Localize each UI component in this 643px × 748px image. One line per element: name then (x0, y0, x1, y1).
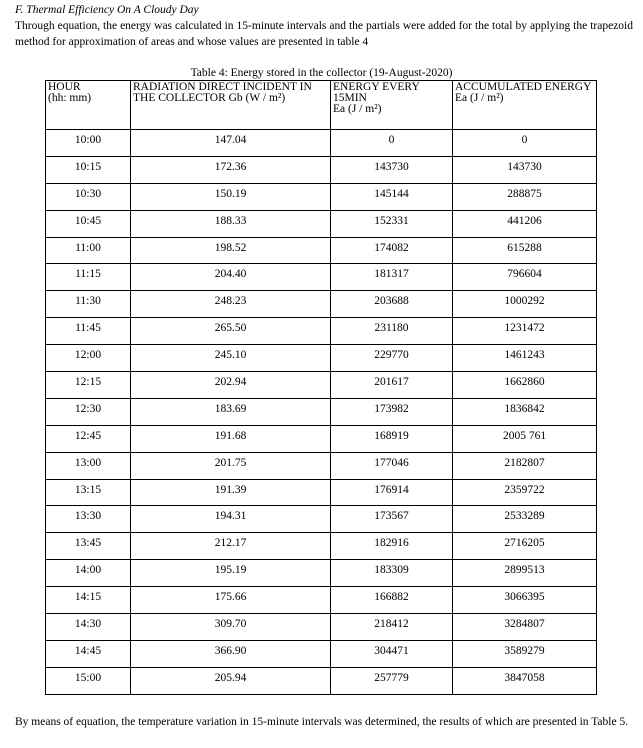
hour-cell: 12:45 (46, 425, 131, 452)
radiation-cell: 201.75 (131, 452, 331, 479)
hour-cell: 13:15 (46, 479, 131, 506)
accumulated-cell: 3589279 (453, 640, 597, 667)
radiation-cell: 366.90 (131, 640, 331, 667)
table-row (46, 533, 597, 560)
radiation-cell: 172.36 (131, 156, 331, 183)
accumulated-cell: 2182807 (453, 452, 597, 479)
hour-cell: 15:00 (46, 667, 131, 694)
table-row (46, 398, 597, 425)
energy-cell: 218412 (331, 614, 453, 641)
accumulated-cell: 3847058 (453, 667, 597, 694)
accumulated-cell: 1461243 (453, 345, 597, 372)
table-row (46, 264, 597, 291)
energy-cell: 257779 (331, 667, 453, 694)
hour-cell: 12:15 (46, 372, 131, 399)
energy-cell: 177046 (331, 452, 453, 479)
radiation-cell: 175.66 (131, 587, 331, 614)
hour-cell: 12:30 (46, 398, 131, 425)
energy-cell: 182916 (331, 533, 453, 560)
energy-cell: 168919 (331, 425, 453, 452)
radiation-cell: 198.52 (131, 237, 331, 264)
accumulated-cell: 1000292 (453, 291, 597, 318)
table-row (46, 425, 597, 452)
table-row (46, 291, 597, 318)
accumulated-cell: 288875 (453, 183, 597, 210)
header-accumulated-energy: ACCUMULATED ENERGY Ea (J / m²) (453, 81, 597, 130)
hour-cell: 13:30 (46, 506, 131, 533)
accumulated-cell: 3066395 (453, 587, 597, 614)
hour-cell: 14:15 (46, 587, 131, 614)
table-header-row (46, 81, 597, 130)
hour-cell: 11:00 (46, 237, 131, 264)
accumulated-cell: 143730 (453, 156, 597, 183)
energy-cell: 231180 (331, 318, 453, 345)
table-row (46, 156, 597, 183)
energy-cell: 143730 (331, 156, 453, 183)
radiation-cell: 150.19 (131, 183, 331, 210)
radiation-cell: 204.40 (131, 264, 331, 291)
energy-cell: 152331 (331, 210, 453, 237)
table-row (46, 587, 597, 614)
energy-cell: 0 (331, 130, 453, 157)
hour-cell: 10:00 (46, 130, 131, 157)
energy-cell: 173982 (331, 398, 453, 425)
header-radiation: RADIATION DIRECT INCIDENT IN THE COLLECTOR Gb (W / m²) (131, 81, 331, 130)
table-row (46, 130, 597, 157)
energy-cell: 145144 (331, 183, 453, 210)
radiation-cell: 265.50 (131, 318, 331, 345)
hour-cell: 10:15 (46, 156, 131, 183)
accumulated-cell: 0 (453, 130, 597, 157)
energy-cell: 173567 (331, 506, 453, 533)
table-row (46, 237, 597, 264)
hour-cell: 11:45 (46, 318, 131, 345)
energy-cell: 166882 (331, 587, 453, 614)
energy-cell: 176914 (331, 479, 453, 506)
outro-paragraph: By means of equation, the temperature variation in 15-minute intervals was determined, the results of which are presented in Table 5. (15, 716, 629, 728)
radiation-cell: 195.19 (131, 560, 331, 587)
accumulated-cell: 1836842 (453, 398, 597, 425)
table-row (46, 210, 597, 237)
accumulated-cell: 2899513 (453, 560, 597, 587)
energy-cell: 229770 (331, 345, 453, 372)
table-row (46, 560, 597, 587)
table-row (46, 479, 597, 506)
accumulated-cell: 3284807 (453, 614, 597, 641)
table-row (46, 506, 597, 533)
energy-cell: 203688 (331, 291, 453, 318)
table-row (46, 640, 597, 667)
accumulated-cell: 441206 (453, 210, 597, 237)
accumulated-cell: 2359722 (453, 479, 597, 506)
hour-cell: 14:45 (46, 640, 131, 667)
energy-cell: 174082 (331, 237, 453, 264)
hour-cell: 14:30 (46, 614, 131, 641)
hour-cell: 13:00 (46, 452, 131, 479)
accumulated-cell: 2533289 (453, 506, 597, 533)
radiation-cell: 191.68 (131, 425, 331, 452)
energy-cell: 181317 (331, 264, 453, 291)
table-row (46, 183, 597, 210)
hour-cell: 11:30 (46, 291, 131, 318)
table-row (46, 345, 597, 372)
hour-cell: 10:45 (46, 210, 131, 237)
radiation-cell: 202.94 (131, 372, 331, 399)
accumulated-cell: 2716205 (453, 533, 597, 560)
radiation-cell: 183.69 (131, 398, 331, 425)
radiation-cell: 188.33 (131, 210, 331, 237)
table-caption: Table 4: Energy stored in the collector (19-August-2020) (190, 67, 453, 79)
accumulated-cell: 615288 (453, 237, 597, 264)
radiation-cell: 245.10 (131, 345, 331, 372)
energy-table (45, 80, 597, 695)
radiation-cell: 194.31 (131, 506, 331, 533)
table-row (46, 667, 597, 694)
energy-cell: 201617 (331, 372, 453, 399)
energy-cell: 304471 (331, 640, 453, 667)
hour-cell: 10:30 (46, 183, 131, 210)
accumulated-cell: 2005 761 (453, 425, 597, 452)
hour-cell: 13:45 (46, 533, 131, 560)
energy-cell: 183309 (331, 560, 453, 587)
radiation-cell: 212.17 (131, 533, 331, 560)
accumulated-cell: 1231472 (453, 318, 597, 345)
header-energy-15min: ENERGY EVERY 15MIN Ea (J / m²) (331, 81, 453, 130)
table-row (46, 452, 597, 479)
radiation-cell: 205.94 (131, 667, 331, 694)
hour-cell: 14:00 (46, 560, 131, 587)
accumulated-cell: 1662860 (453, 372, 597, 399)
header-hour: HOUR (hh: mm) (46, 81, 131, 130)
table-row (46, 318, 597, 345)
radiation-cell: 248.23 (131, 291, 331, 318)
table-row (46, 614, 597, 641)
accumulated-cell: 796604 (453, 264, 597, 291)
intro-paragraph: Through equation, the energy was calculated in 15-minute intervals and the partials were added for the total by applying the trapezoid method for approximation of areas and whose values are presented in table 4 (15, 20, 633, 48)
table-row (46, 372, 597, 399)
radiation-cell: 191.39 (131, 479, 331, 506)
radiation-cell: 309.70 (131, 614, 331, 641)
radiation-cell: 147.04 (131, 130, 331, 157)
hour-cell: 11:15 (46, 264, 131, 291)
hour-cell: 12:00 (46, 345, 131, 372)
section-heading: F. Thermal Efficiency On A Cloudy Day (15, 4, 199, 16)
